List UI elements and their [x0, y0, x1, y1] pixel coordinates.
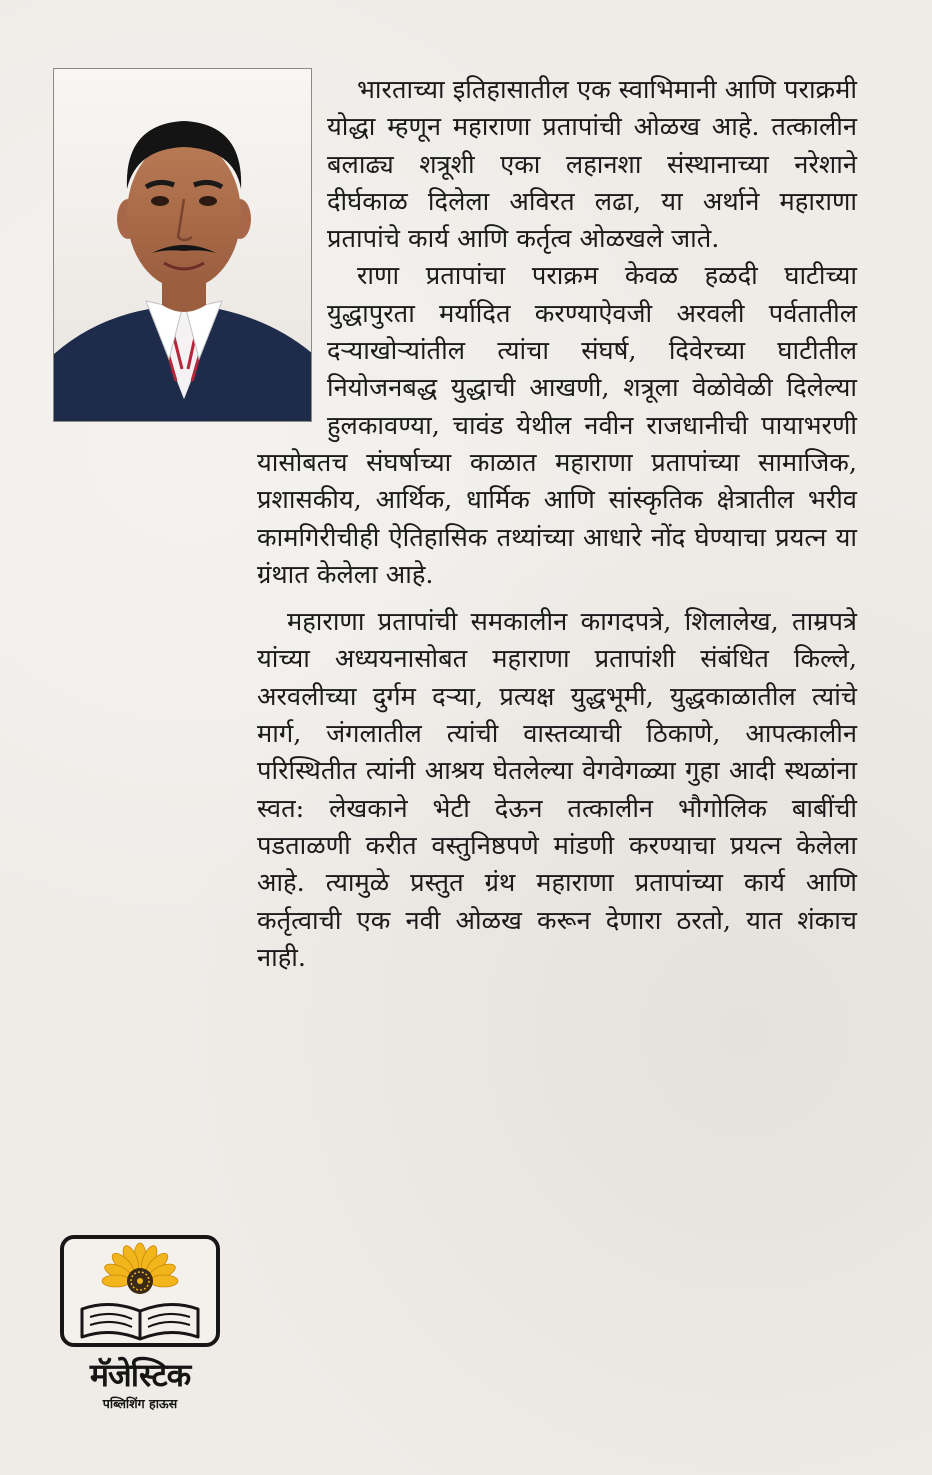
- blurb-paragraph-1: भारताच्या इतिहासातील एक स्वाभिमानी आणि पराक्रमी योद्धा म्हणून महाराणा प्रतापांची ओळख आहे. तत्कालीन बलाढ्य शत्रूशी एका लहानशा संस्थानाच्या नरेशाने दीर्घकाळ दिलेला अविरत लढा, या अर्थाने महाराणा प्रतापांचे कार्य आणि कर्तृत्व ओळखले जाते.: [327, 75, 857, 255]
- photo-clearance: [257, 72, 327, 442]
- publisher-name: मॅजेस्टिक: [89, 1356, 191, 1394]
- blurb-paragraph-2: राणा प्रतापांचा पराक्रम केवळ हळदी घाटीच्या युद्धापुरता मर्यादित करण्याऐवजी अरवली पर्वतातील दऱ्याखोऱ्यांतील त्यांचा संघर्ष, दिवेरच्या घाटीतील नियोजनबद्ध युद्धाची आखणी, शत्रूला वेळोवेळी दिलेल्या हुलकावण्या, चावंड येथील नवीन राजधानीची पायाभरणी यासोबतच संघर्षाच्या काळात महाराणा प्रतापांच्या सामाजिक, प्रशासकीय, आर्थिक, धार्मिक आणि सांस्कृतिक क्षेत्रातील भरीव कामगिरीचीही ऐतिहासिक तथ्यांच्या आधारे नोंद घेण्याचा प्रयत्न या ग्रंथात केलेला आहे.: [257, 261, 857, 590]
- blurb-paragraph-3: महाराणा प्रतापांची समकालीन कागदपत्रे, शिलालेख, ताम्रपत्रे यांच्या अध्ययनासोबत महाराणा प्रतापांशी संबंधित किल्ले, अरवलीच्या दुर्गम दऱ्या, प्रत्यक्ष युद्धभूमी, युद्धकाळातील त्यांचे मार्ग, जंगलातील त्यांची वास्तव्याची ठिकाणे, आपत्कालीन परिस्थितीत त्यांनी आश्रय घेतलेल्या वेगवेगळ्या गुहा आदी स्थळांना स्वत: लेखकाने भेटी देऊन तत्कालीन भौगोलिक बाबींची पडताळणी करीत वस्तुनिष्ठपणे मांडणी करण्याचा प्रयत्न केलेला आहे. त्यामुळे प्रस्तुत ग्रंथ महाराणा प्रतापांच्या कार्य आणि कर्तृत्वाची एक नवी ओळख करून देणारा ठरतो, यात शंकाच नाही.: [257, 607, 857, 973]
- publisher-emblem: [60, 1235, 220, 1347]
- publisher-subtitle: पब्लिशिंग हाऊस: [102, 1396, 178, 1411]
- blurb: [257, 72, 857, 977]
- publisher-logo: [54, 1235, 226, 1413]
- sunflower-book-icon: [64, 1239, 216, 1343]
